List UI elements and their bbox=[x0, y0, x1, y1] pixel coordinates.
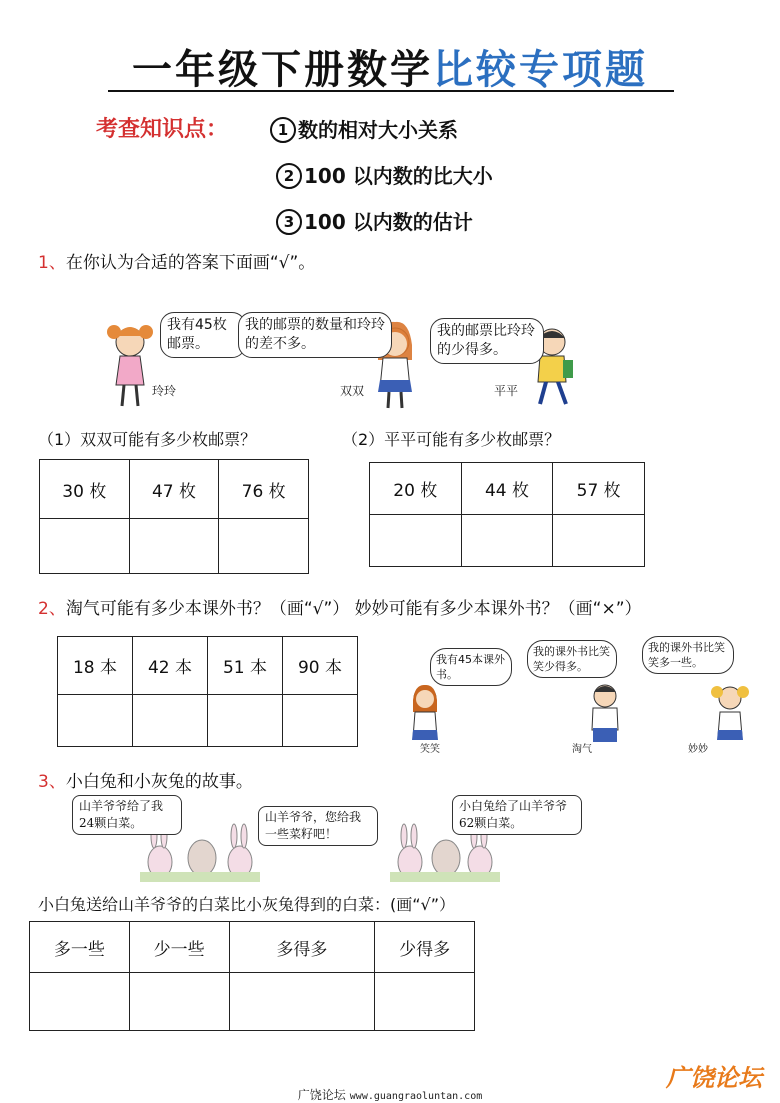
answer-cell[interactable] bbox=[370, 515, 462, 567]
question-2 bbox=[38, 594, 642, 619]
speech-bubble-pingping: 我的邮票比玲玲的少得多。 bbox=[430, 318, 544, 364]
option-cell: 少一些 bbox=[129, 922, 229, 973]
answer-table-q1-2 bbox=[369, 462, 645, 567]
answer-table-q2 bbox=[57, 636, 358, 747]
footer-site[interactable]: www.guangraoluntan.com bbox=[349, 1091, 483, 1102]
question-3 bbox=[38, 767, 253, 792]
answer-cell[interactable] bbox=[208, 695, 283, 747]
question-number: 1、 bbox=[38, 253, 66, 273]
knowledge-item-2 bbox=[276, 160, 493, 189]
speech-bubble-gray-rabbit: 山羊爷爷，您给我一些菜籽吧！ bbox=[258, 806, 378, 846]
footer-brand: 广饶论坛 bbox=[297, 1088, 346, 1102]
girl-miaomiao-figure bbox=[711, 686, 749, 740]
option-cell: 57 枚 bbox=[553, 463, 645, 515]
speech-bubble-lingling: 我有45枚邮票。 bbox=[160, 312, 246, 358]
option-cell: 30 枚 bbox=[40, 460, 130, 519]
q1-sub2: （2）平平可能有多少枚邮票？ bbox=[342, 430, 561, 449]
speech-bubble-goat: 小白兔给了山羊爷爷62颗白菜。 bbox=[452, 795, 582, 835]
girl-lingling-figure bbox=[107, 325, 153, 406]
name-pingping: 平平 bbox=[494, 384, 519, 398]
question-1 bbox=[38, 248, 315, 273]
question-text: 在你认为合适的答案下面画“√”。 bbox=[65, 253, 316, 273]
boy-taoqi-figure bbox=[592, 685, 618, 742]
answer-cell[interactable] bbox=[229, 973, 375, 1031]
answer-table-q3 bbox=[29, 921, 475, 1031]
option-cell: 90 本 bbox=[283, 637, 358, 695]
girl-xiaoxiao-figure bbox=[412, 685, 438, 740]
answer-cell[interactable] bbox=[58, 695, 133, 747]
answer-cell[interactable] bbox=[375, 973, 475, 1031]
option-cell: 18 本 bbox=[58, 637, 133, 695]
circled-number: 1 bbox=[270, 117, 296, 143]
option-cell: 多一些 bbox=[30, 922, 130, 973]
answer-cell[interactable] bbox=[129, 519, 219, 574]
option-cell: 42 本 bbox=[133, 637, 208, 695]
page-title bbox=[0, 38, 780, 95]
option-cell: 少得多 bbox=[375, 922, 475, 973]
speech-bubble-xiaoxiao: 我有45本课外书。 bbox=[430, 648, 512, 686]
circled-number: 2 bbox=[276, 163, 302, 189]
footer bbox=[0, 1086, 780, 1103]
option-cell: 76 枚 bbox=[219, 460, 309, 519]
speech-bubble-taoqi: 我的课外书比笑笑少得多。 bbox=[527, 640, 617, 678]
title-part1: 一年级下册数学 bbox=[132, 47, 433, 93]
knowledge-text: 100 以内数的估计 bbox=[304, 210, 473, 234]
answer-cell[interactable] bbox=[30, 973, 130, 1031]
title-part2: 比较专项题 bbox=[433, 47, 648, 93]
knowledge-text: 数的相对大小关系 bbox=[298, 118, 458, 142]
option-cell: 47 枚 bbox=[129, 460, 219, 519]
speech-bubble-shuangshuang: 我的邮票的数量和玲玲的差不多。 bbox=[238, 312, 392, 358]
knowledge-item-3 bbox=[276, 206, 473, 235]
name-lingling: 玲玲 bbox=[152, 384, 177, 398]
answer-cell[interactable] bbox=[219, 519, 309, 574]
name-miaomiao: 妙妙 bbox=[688, 744, 708, 755]
q3-question: 小白兔送给山羊爷爷的白菜比小灰兔得到的白菜：(画“√”） bbox=[38, 895, 456, 914]
q1-sub1: （1）双双可能有多少枚邮票？ bbox=[38, 430, 257, 449]
option-cell: 51 本 bbox=[208, 637, 283, 695]
answer-cell[interactable] bbox=[553, 515, 645, 567]
option-cell: 44 枚 bbox=[461, 463, 553, 515]
title-underline bbox=[108, 90, 674, 92]
answer-cell[interactable] bbox=[283, 695, 358, 747]
knowledge-text: 100 以内数的比大小 bbox=[304, 164, 493, 188]
question-number: 3、 bbox=[38, 772, 66, 792]
circled-number: 3 bbox=[276, 209, 302, 235]
question-number: 2、 bbox=[38, 599, 66, 619]
option-cell: 多得多 bbox=[229, 922, 375, 973]
speech-bubble-white-rabbit: 山羊爷爷给了我24颗白菜。 bbox=[72, 795, 182, 835]
name-shuangshuang: 双双 bbox=[340, 384, 365, 398]
brand-logo: 广饶论坛 bbox=[666, 1064, 762, 1092]
answer-table-q1-1 bbox=[39, 459, 309, 574]
answer-cell[interactable] bbox=[133, 695, 208, 747]
question-text: 小白兔和小灰兔的故事。 bbox=[65, 772, 253, 792]
name-xiaoxiao: 笑笑 bbox=[420, 744, 440, 755]
question-text: 淘气可能有多少本课外书？（画“√”） 妙妙可能有多少本课外书？（画“×”） bbox=[65, 599, 642, 619]
answer-cell[interactable] bbox=[129, 973, 229, 1031]
option-cell: 20 枚 bbox=[370, 463, 462, 515]
name-taoqi: 淘气 bbox=[572, 744, 592, 755]
knowledge-label: 考查知识点： bbox=[96, 117, 229, 142]
knowledge-item-1 bbox=[270, 114, 458, 143]
answer-cell[interactable] bbox=[40, 519, 130, 574]
speech-bubble-miaomiao: 我的课外书比笑笑多一些。 bbox=[642, 636, 734, 674]
answer-cell[interactable] bbox=[461, 515, 553, 567]
